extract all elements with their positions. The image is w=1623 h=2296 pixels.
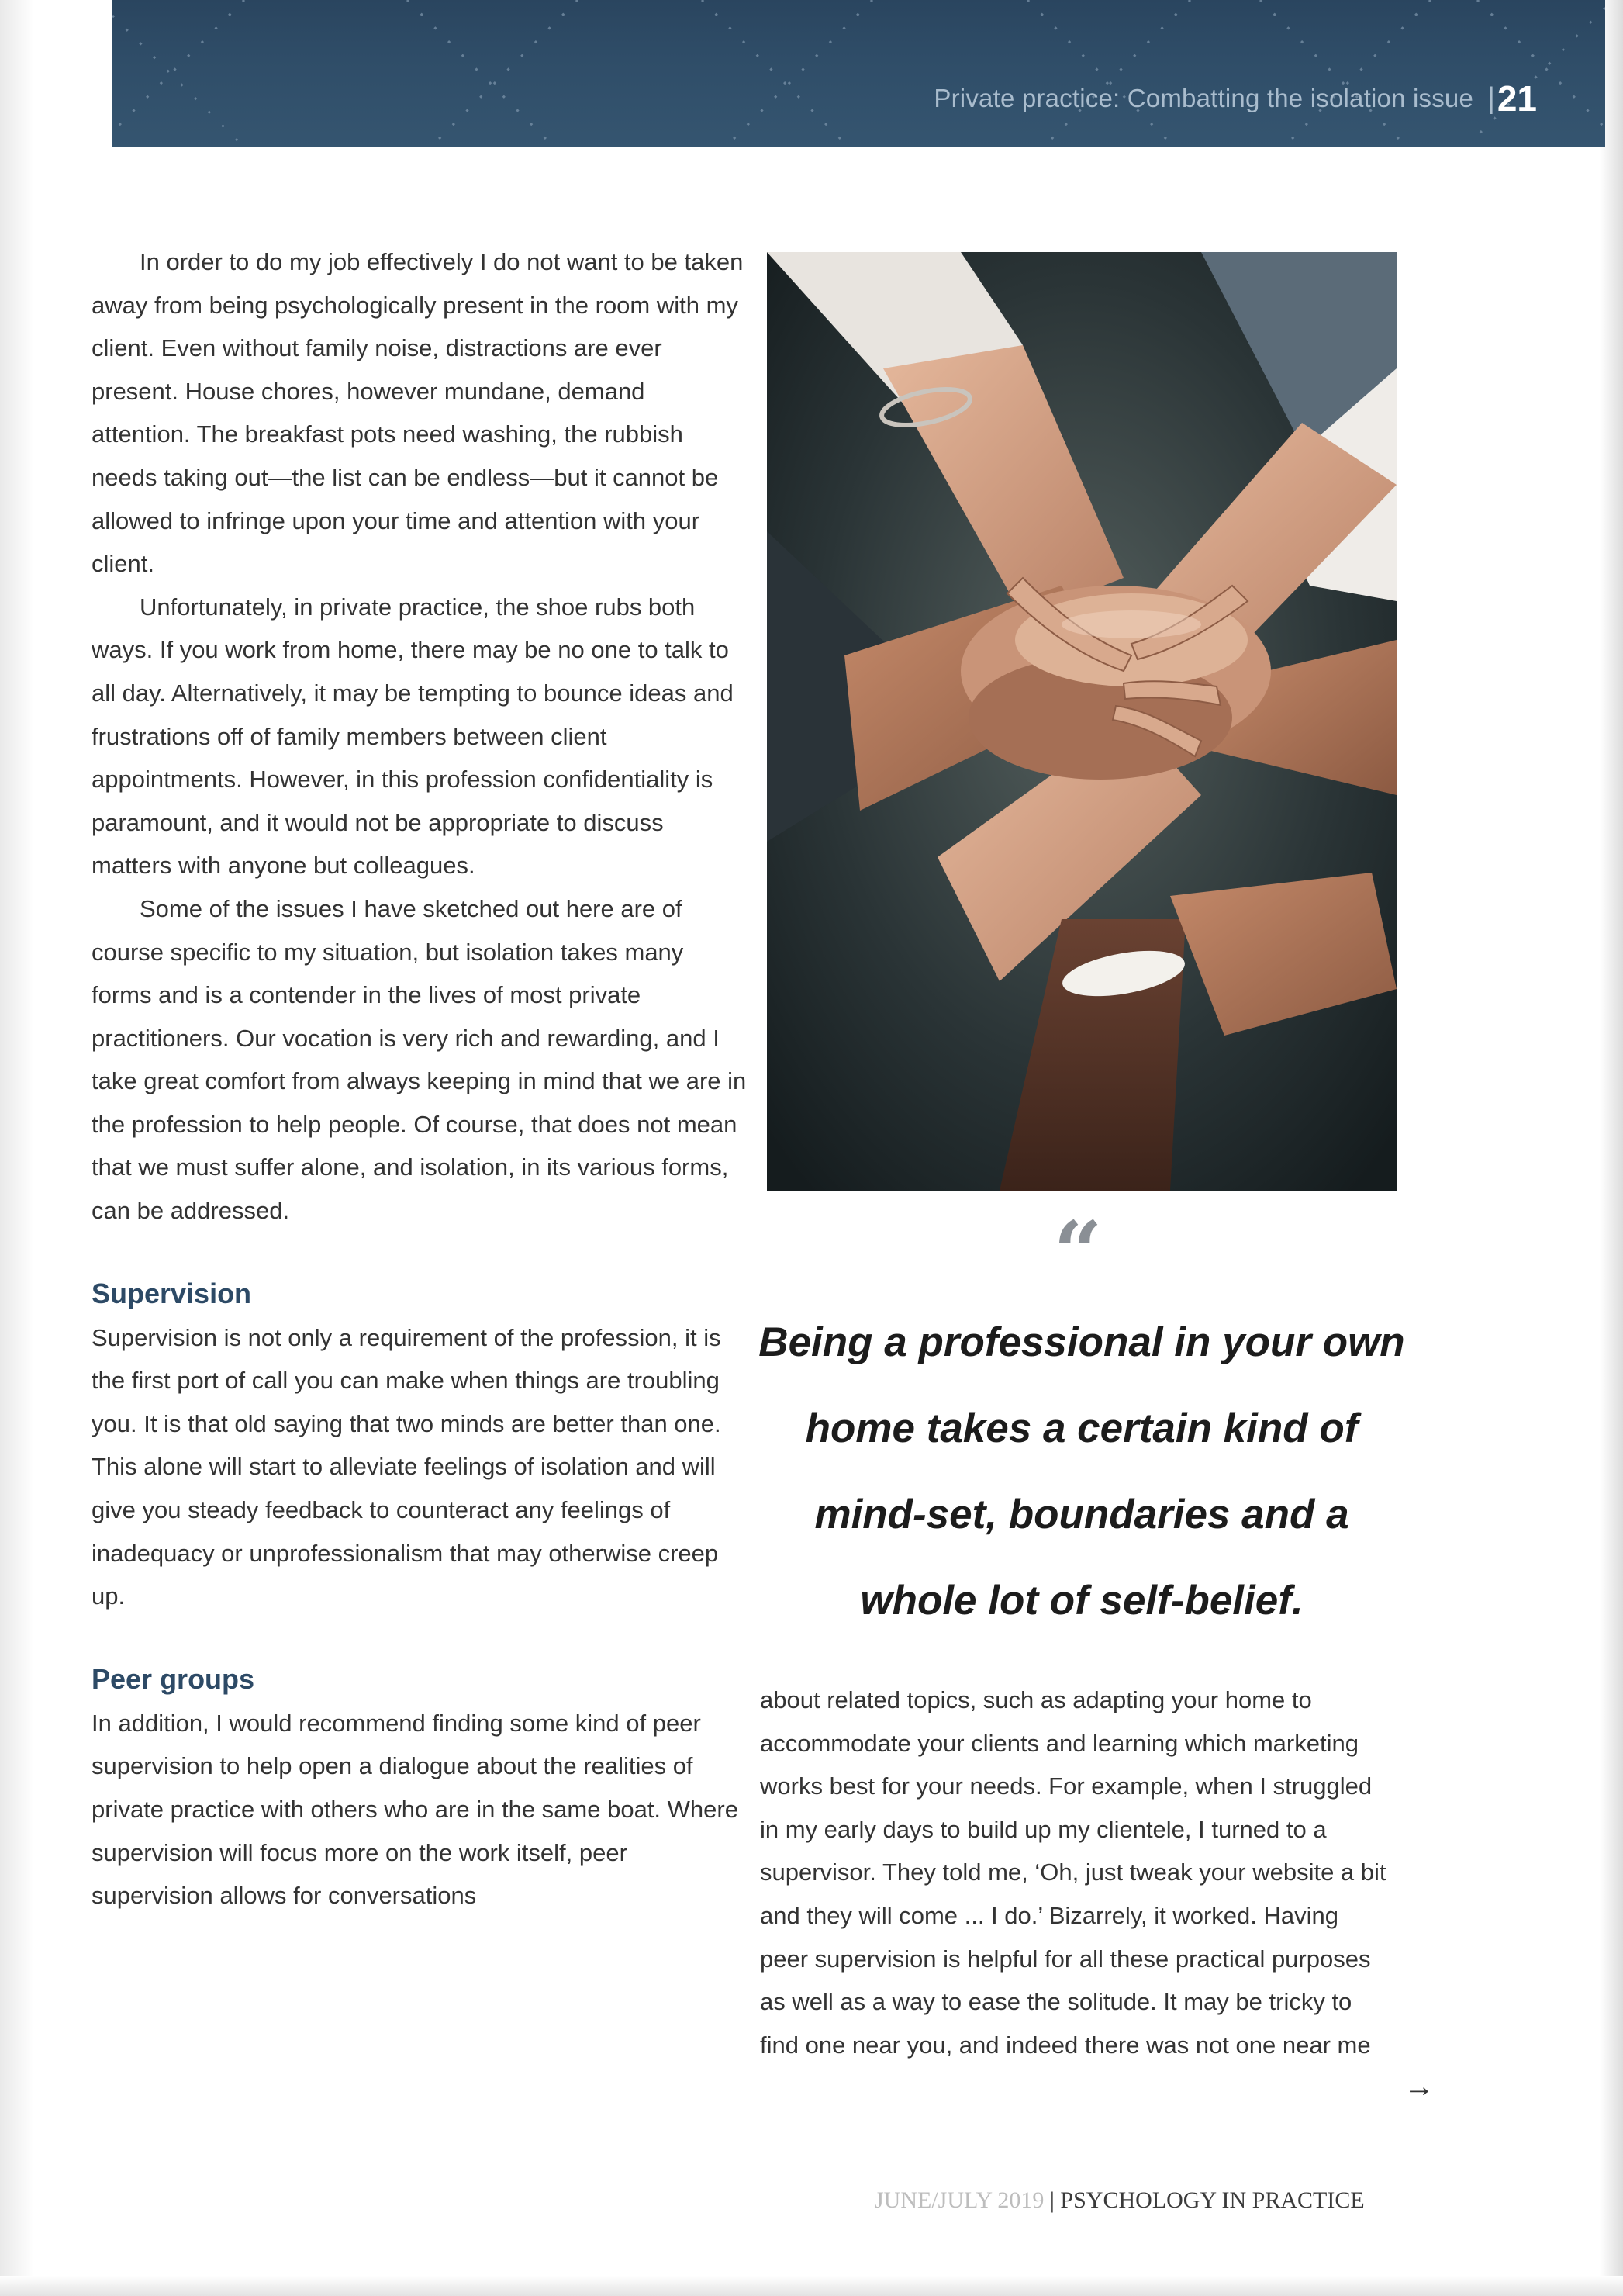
paragraph-3: Some of the issues I have sketched out here are of course specific to my situation, but isolation takes many forms and is a contender in the lives of most private practitioners. Our vocation is very rich and rewarding, and I take great comfort from always keeping in mind that we are in the profession to help people. Of course, that does not mean that we must suffer alone, and isolation, in its various forms, can be addressed. [92,894,747,1225]
right-column [760,1679,1388,2066]
peer-groups-text: In addition, I would recommend finding some kind of peer supervision to help open a dialogue about the realities of private practice with others who are in the same boat. Where supervision will focus more on the work itself, peer supervision allows for conversations [92,1709,738,1910]
page-edge-right [1600,0,1623,2296]
pull-quote: Being a professional in your own home takes a certain kind of mind-set, boundaries and a whole lot of self-belief. [758,1319,1405,1623]
left-column [92,240,747,1917]
paragraph-1: In order to do my job effectively I do not want to be taken away from being psychologically present in the room with my client. Even without family noise, distractions are ever present. House chores, however mundane, demand attention. The breakfast pots need washing, the rubbish needs taking out—the list can be endless—but it cannot be allowed to infringe upon your time and attention with your client. [92,248,744,578]
header-separator: | [1487,82,1495,115]
right-column-text: about related topics, such as adapting your home to accommodate your clients and learning which marketing works best for your needs. For example, when I struggled in my early days to build up my clientele, I turned to a supervisor. They told me, ‘Oh, just tweak your website a bit and they will come ... I do.’ Bizarrely, it worked. Having peer supervision is helpful for all these practical purposes as well as a way to ease the solitude. It may be tricky to find one near you, and indeed there was not one near me [760,1686,1386,2059]
stacked-hands-photo [767,252,1397,1191]
supervision-text: Supervision is not only a requirement of the profession, it is the first port of call you can make when things are troubling you. It is that old saying that two minds are better than one. This alone will start to alleviate feelings of isolation and will give you steady feedback to counteract any feelings of inadequacy or unprofessionalism that may otherwise creep up. [92,1323,721,1610]
page-edge-left [0,0,34,2296]
page-footer [875,2187,1365,2214]
supervision-heading: Supervision [92,1277,252,1309]
quote-icon: “ [1053,1202,1103,1302]
footer-separator: | [1044,2187,1061,2213]
issue-date: JUNE/JULY 2019 [875,2187,1045,2213]
page-header [112,0,1605,147]
arrow-right-icon: → [1404,2070,1435,2104]
peer-groups-heading: Peer groups [92,1662,255,1695]
page-number: 21 [1497,78,1537,119]
publication-name: PSYCHOLOGY IN PRACTICE [1060,2187,1365,2213]
page-edge-bottom [0,2276,1623,2296]
running-title: Private practice: Combatting the isolation issue [934,84,1473,112]
paragraph-2: Unfortunately, in private practice, the shoe rubs both ways. If you work from home, there may be no one to talk to all day. Alternatively, it may be tempting to bounce ideas and frustrations off of family members between client appointments. However, in this profession confidentiality is paramount, and it would not be appropriate to discuss matters with anyone but colleagues. [92,593,734,880]
header-pattern [112,0,1605,147]
